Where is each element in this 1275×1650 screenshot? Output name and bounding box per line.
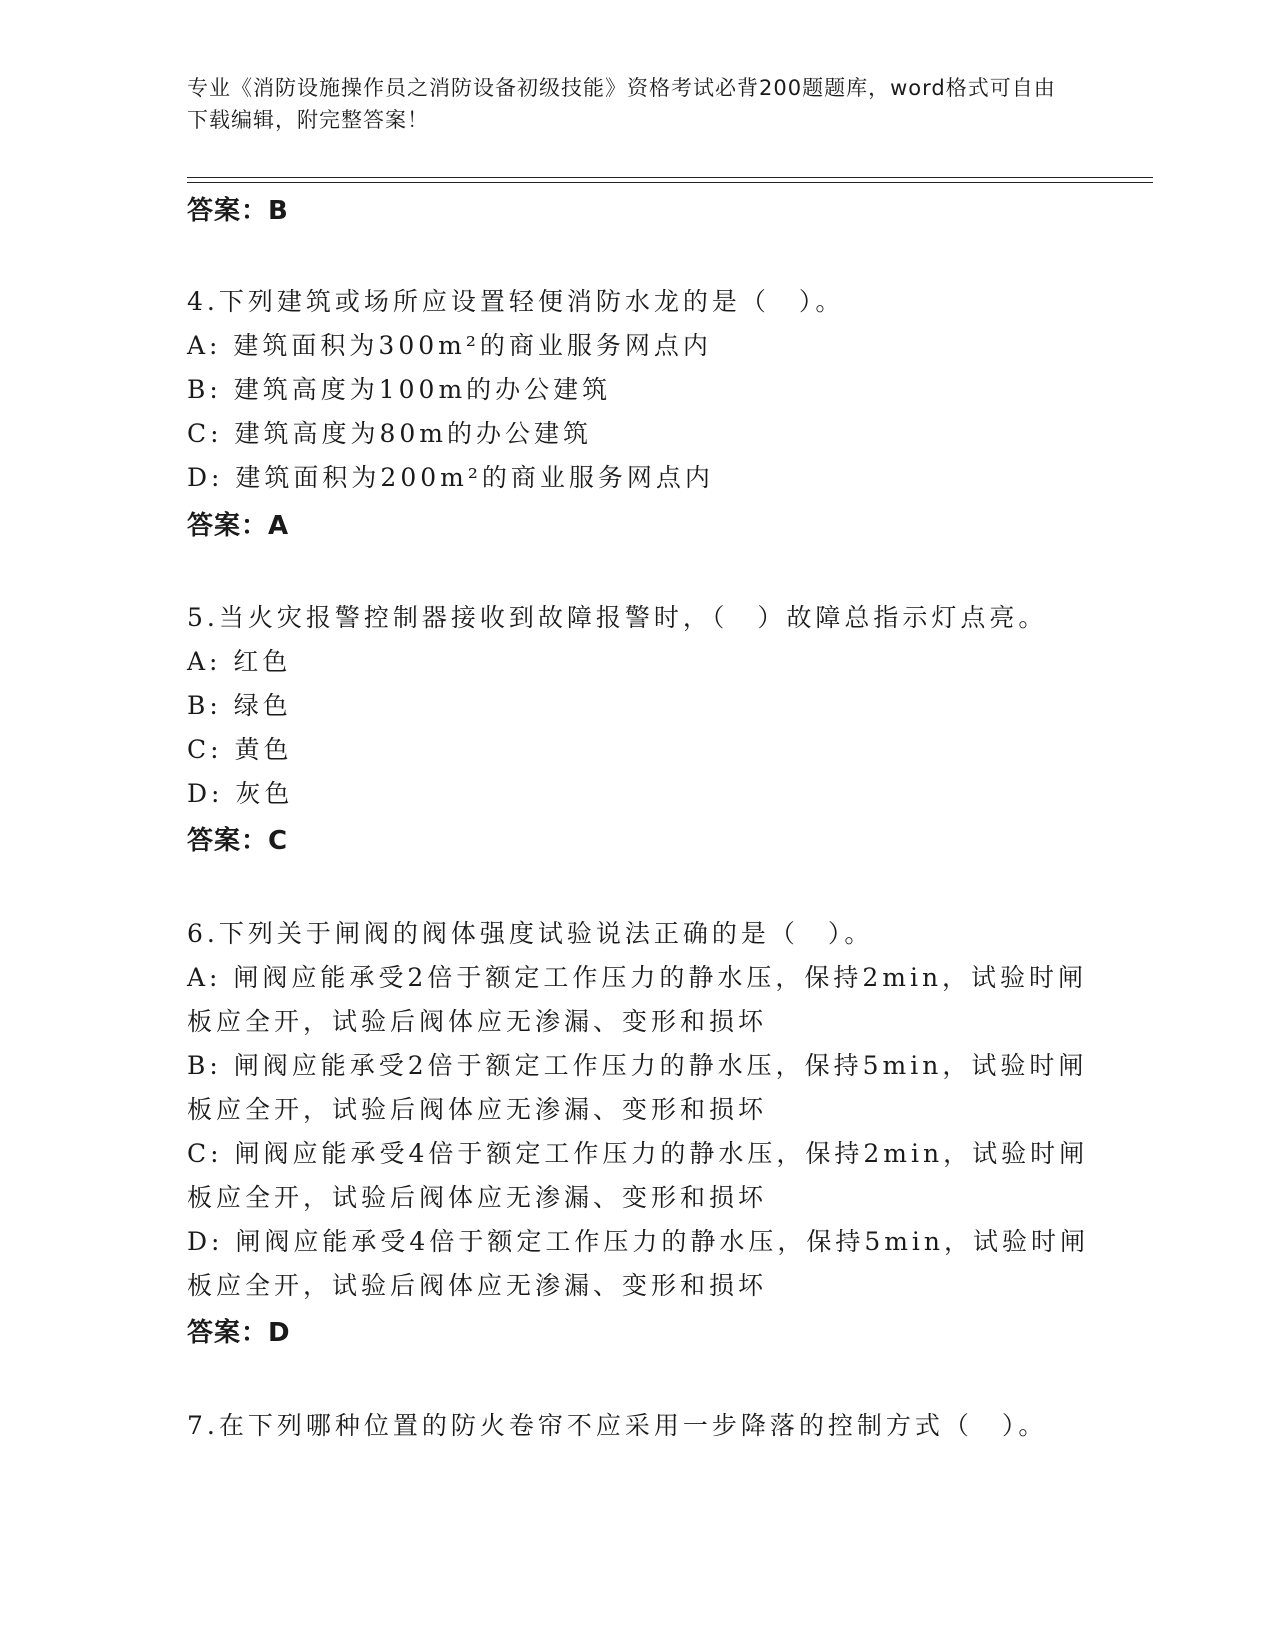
header-rule-bottom <box>187 182 1153 183</box>
question-7-stem: 7.在下列哪种位置的防火卷帘不应采用一步降落的控制方式（ ）。 <box>187 1411 1048 1440</box>
question-6-option-a-line2: 板应全开，试验后阀体应无渗漏、变形和损坏 <box>187 1007 768 1036</box>
question-6-option-a-line1: A: 闸阀应能承受2倍于额定工作压力的静水压，保持2min，试验时闸 <box>187 963 1088 992</box>
question-4-option-c: C: 建筑高度为80m的办公建筑 <box>187 419 593 448</box>
question-6-option-b-line1: B: 闸阀应能承受2倍于额定工作压力的静水压，保持5min，试验时闸 <box>187 1051 1088 1080</box>
question-6-stem: 6.下列关于闸阀的阀体强度试验说法正确的是（ ）。 <box>187 919 874 948</box>
question-5-stem: 5.当火灾报警控制器接收到故障报警时，（ ）故障总指示灯点亮。 <box>187 603 1048 632</box>
answer-q5: 答案：C <box>187 826 289 856</box>
question-4-option-b: B: 建筑高度为100m的办公建筑 <box>187 375 612 404</box>
question-4-stem: 4.下列建筑或场所应设置轻便消防水龙的是（ ）。 <box>187 287 845 316</box>
answer-q3: 答案：B <box>187 196 289 226</box>
question-5-option-a: A: 红色 <box>187 647 292 676</box>
question-6-option-d-line2: 板应全开，试验后阀体应无渗漏、变形和损坏 <box>187 1271 768 1300</box>
header-rule-top <box>187 177 1153 178</box>
question-6-option-b-line2: 板应全开，试验后阀体应无渗漏、变形和损坏 <box>187 1095 768 1124</box>
question-5-option-c: C: 黄色 <box>187 735 293 764</box>
answer-q4: 答案：A <box>187 511 290 541</box>
question-4-option-a: A: 建筑面积为300m²的商业服务网点内 <box>187 331 712 360</box>
question-6-option-d-line1: D: 闸阀应能承受4倍于额定工作压力的静水压，保持5min，试验时闸 <box>187 1227 1090 1256</box>
question-6-option-c-line1: C: 闸阀应能承受4倍于额定工作压力的静水压，保持2min，试验时闸 <box>187 1139 1089 1168</box>
answer-q6: 答案：D <box>187 1318 291 1348</box>
question-6-option-c-line2: 板应全开，试验后阀体应无渗漏、变形和损坏 <box>187 1183 768 1212</box>
question-5-option-b: B: 绿色 <box>187 691 292 720</box>
document-header: 专业《消防设施操作员之消防设备初级技能》资格考试必背200题题库，word格式可自由下载编辑，附完整答案！ <box>187 76 1056 132</box>
question-5-option-d: D: 灰色 <box>187 779 294 808</box>
question-4-option-d: D: 建筑面积为200m²的商业服务网点内 <box>187 463 714 492</box>
